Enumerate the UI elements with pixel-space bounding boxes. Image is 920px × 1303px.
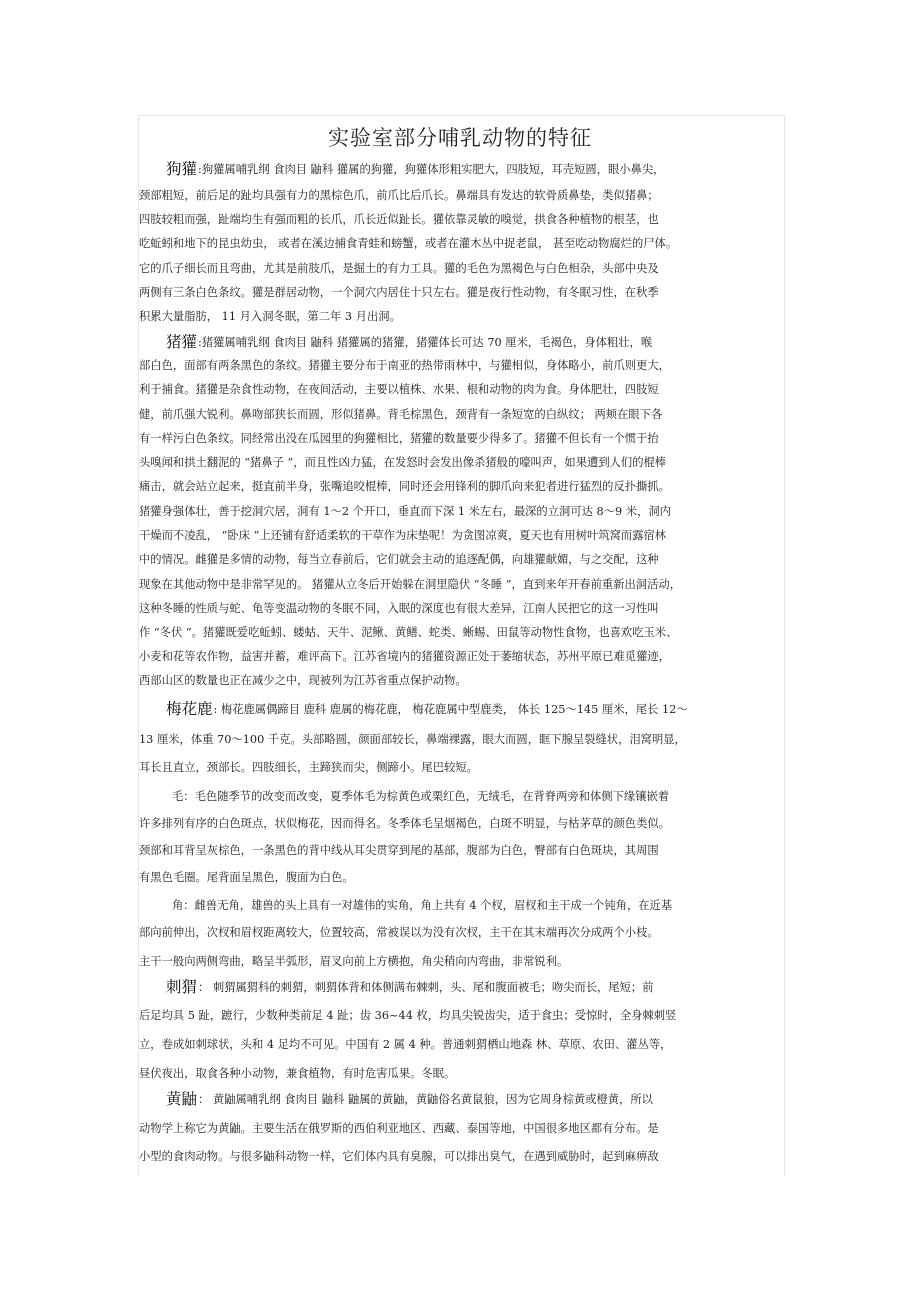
- text-line: 许多排列有序的白色斑点，状似梅花，因而得名。冬季体毛呈烟褐色，白斑不明显，与枯茅草的颜色类似。: [139, 817, 670, 830]
- text-line: 小型的食肉动物。与很多鼬科动物一样，它们体内具有臭腺，可以排出臭气，在遇到威胁时，起到麻痹敌: [139, 1150, 659, 1163]
- text-line: 西部山区的数量也正在减少之中，现被列为江苏省重点保护动物。: [139, 674, 467, 687]
- text-line: 现象在其他动物中是非常罕见的。 猪獾从立冬后开始躲在洞里隐伏 “冬睡 ”，直到来年开春前重新出洞活动，: [139, 578, 681, 591]
- text-line: 13 厘米，体重 70～100 千克。头部略圆，颜面部较长，鼻端裸露，眼大而圆，眶下腺呈裂缝状，泪窝明显，: [139, 733, 686, 746]
- text-line: 动物学上称它为黄鼬。主要生活在俄罗斯的西伯利亚地区、西藏、泰国等地，中国很多地区都有分布。是: [139, 1122, 659, 1135]
- text-line: 毛：毛色随季节的改变而改变，夏季体毛为棕黄色或栗红色，无绒毛，在背脊两旁和体侧下缘镶嵌着: [172, 790, 670, 803]
- text-line: 头嗅闻和拱土翻泥的 “猪鼻子 ”，而且性凶力猛，在发怒时会发出像杀猪般的嚎叫声，如果遭到人们的棍棒: [139, 456, 667, 469]
- text-line: 后足均具 5 趾，蹠行，少数种类前足 4 趾；齿 36~44 枚，均具尖锐齿尖，适于食虫；受惊时，全身棘刺竖: [139, 1009, 677, 1022]
- text-line: 中的情况。雌獾是多情的动物，每当立春前后，它们就会主动的追逐配偶，向雄獾献媚，与之交配，这种: [139, 553, 659, 566]
- text-line: 颈部和耳背呈灰棕色，一条黑色的背中线从耳尖贯穿到尾的基部，腹部为白色，臀部有白色斑块，其周围: [139, 844, 659, 857]
- section-heading: 黄鼬: [166, 1090, 198, 1108]
- text-line: 角：雌兽无角，雄兽的头上具有一对雄伟的实角，角上共有 4 个杈，眉杈和主干成一个钝角，在近基: [172, 899, 673, 912]
- text-line: 耳长且直立，颈部长。四肢细长，主蹄狭而尖，侧蹄小。尾巴较短。: [139, 761, 478, 774]
- section-heading: 狗獾: [166, 160, 198, 178]
- text-line: 有黑色毛圈。尾背面呈黑色，腹面为白色。: [139, 871, 354, 884]
- text-line: 两侧有三条白色条纹。獾是群居动物，一个洞穴内居住十只左右。獾是夜行性动物，有冬眠习性，在秋季: [139, 286, 659, 299]
- text-line: 梅花鹿: 梅花鹿属偶蹄目 鹿科 鹿属的梅花鹿， 梅花鹿属中型鹿类， 体长 125～145 厘米，尾长 12～: [166, 700, 688, 718]
- text-line: 痛击，就会站立起来，挺直前半身，张嘴追咬棍棒，同时还会用锋利的脚爪向来犯者进行猛烈的反扑撕抓。: [139, 480, 670, 493]
- text-line: 有一样污白色条纹。同经常出没在瓜园里的狗獾相比，猪獾的数量要少得多了。猪獾不但长有一个惯于抬: [139, 432, 659, 445]
- text-line: 吃蚯蚓和地下的昆虫幼虫， 或者在溪边捕食青蛙和螃蟹，或者在灌木丛中捉老鼠， 甚至吃动物腐烂的尸体。: [139, 237, 678, 250]
- text-line: 颈部粗短，前后足的趾均具强有力的黑棕色爪，前爪比后爪长。鼻端具有发达的软骨质鼻垫，类似猪鼻；: [139, 189, 659, 202]
- text-line: 这种冬睡的性质与蛇、龟等变温动物的冬眠不同，入眠的深度也有很大差异，江南人民把它的这一习性叫: [139, 602, 659, 615]
- text-line: 部白色，面部有两条黑色的条纹。猪獾主要分布于南亚的热带雨林中，与獾相似，身体略小，前爪则更大，: [139, 359, 670, 372]
- text-line: 主干一般向两侧弯曲，略呈半弧形，眉叉向前上方横抱，角尖稍向内弯曲，非常锐利。: [139, 955, 569, 968]
- text-line: 立，卷成如刺球状，头和 4 足均不可见。中国有 2 属 4 种。普通刺猬栖山地森 林、草原、农田、灌丛等，: [139, 1038, 672, 1051]
- text-line: 作 “冬伏 ”。猪獾既爱吃蚯蚓、蝼蛄、天牛、泥鳅、黄鳝、蛇类、蜥蜴、田鼠等动物性食物，也喜欢吃玉米、: [139, 626, 678, 639]
- text-line: 干燥而不凌乱， “卧床 ”上还铺有舒适柔软的干草作为床垫呢！为贪图凉爽，夏天也有用树叶筑窝而露宿林: [139, 529, 667, 542]
- text-line: 昼伏夜出，取食各种小动物，兼食植物，有时危害瓜果。冬眠。: [139, 1067, 456, 1080]
- text-line: 黄鼬： 黄鼬属哺乳纲 食肉目 鼬科 鼬属的黄鼬，黄鼬俗名黄鼠狼，因为它周身棕黄或橙黄，所以: [166, 1090, 653, 1108]
- text-line: 积累大量脂肪， 11 月入洞冬眠，第二年 3 月出洞。: [139, 310, 401, 323]
- text-line: 健，前爪强大锐利。鼻吻部狭长而圆，形似猪鼻。背毛棕黑色，颈背有一条短宽的白纵纹； 两颊在眼下各: [139, 408, 663, 421]
- text-line: 狗獾:狗獾属哺乳纲 食肉目 鼬科 獾属的狗獾，狗獾体形粗实肥大，四肢短，耳壳短圆，眼小鼻尖，: [166, 160, 665, 178]
- text-line: 四肢较粗而强，趾端均生有强而粗的长爪，爪长近似趾长。獾依靠灵敏的嗅觉，拱食各种植物的根茎，也: [139, 213, 659, 226]
- text-line: 它的爪子细长而且弯曲，尤其是前肢爪，是掘土的有力工具。獾的毛色为黑褐色与白色相杂，头部中央及: [139, 262, 659, 275]
- page-title: 实验室部分哺乳动物的特征: [328, 126, 592, 150]
- text-line: 小麦和花等农作物，益害并蓄，难评高下。江苏省境内的猪獾资源正处于萎缩状态，苏州平原已难觅獾迹，: [139, 650, 670, 663]
- text-line: 利于捕食。猪獾是杂食性动物，在夜间活动，主要以植株、水果、根和动物的肉为食。身体肥壮，四肢短: [139, 383, 659, 396]
- section-heading: 刺猬: [166, 978, 198, 996]
- section-heading: 猪獾: [166, 333, 198, 351]
- text-line: 猪獾身强体壮，善于挖洞穴居，洞有 1～2 个开口，垂直而下深 1 米左右，最深的立洞可达 8～9 米，洞内: [139, 505, 671, 518]
- text-line: 部向前伸出，次杈和眉杈距离较大，位置较高，常被误以为没有次杈，主干在其末端再次分成两个小枝。: [139, 926, 659, 939]
- text-line: 刺猬： 刺猬属猬科的刺猬，刺猬体背和体侧满布棘刺，头、尾和腹面被毛；吻尖而长，尾短；前: [166, 978, 654, 996]
- text-line: 猪獾:猪獾属哺乳纲 食肉目 鼬科 猪獾属的猪獾，猪獾体长可达 70 厘米，毛褐色，身体粗壮，喉: [166, 333, 653, 351]
- section-heading: 梅花鹿: [166, 700, 213, 718]
